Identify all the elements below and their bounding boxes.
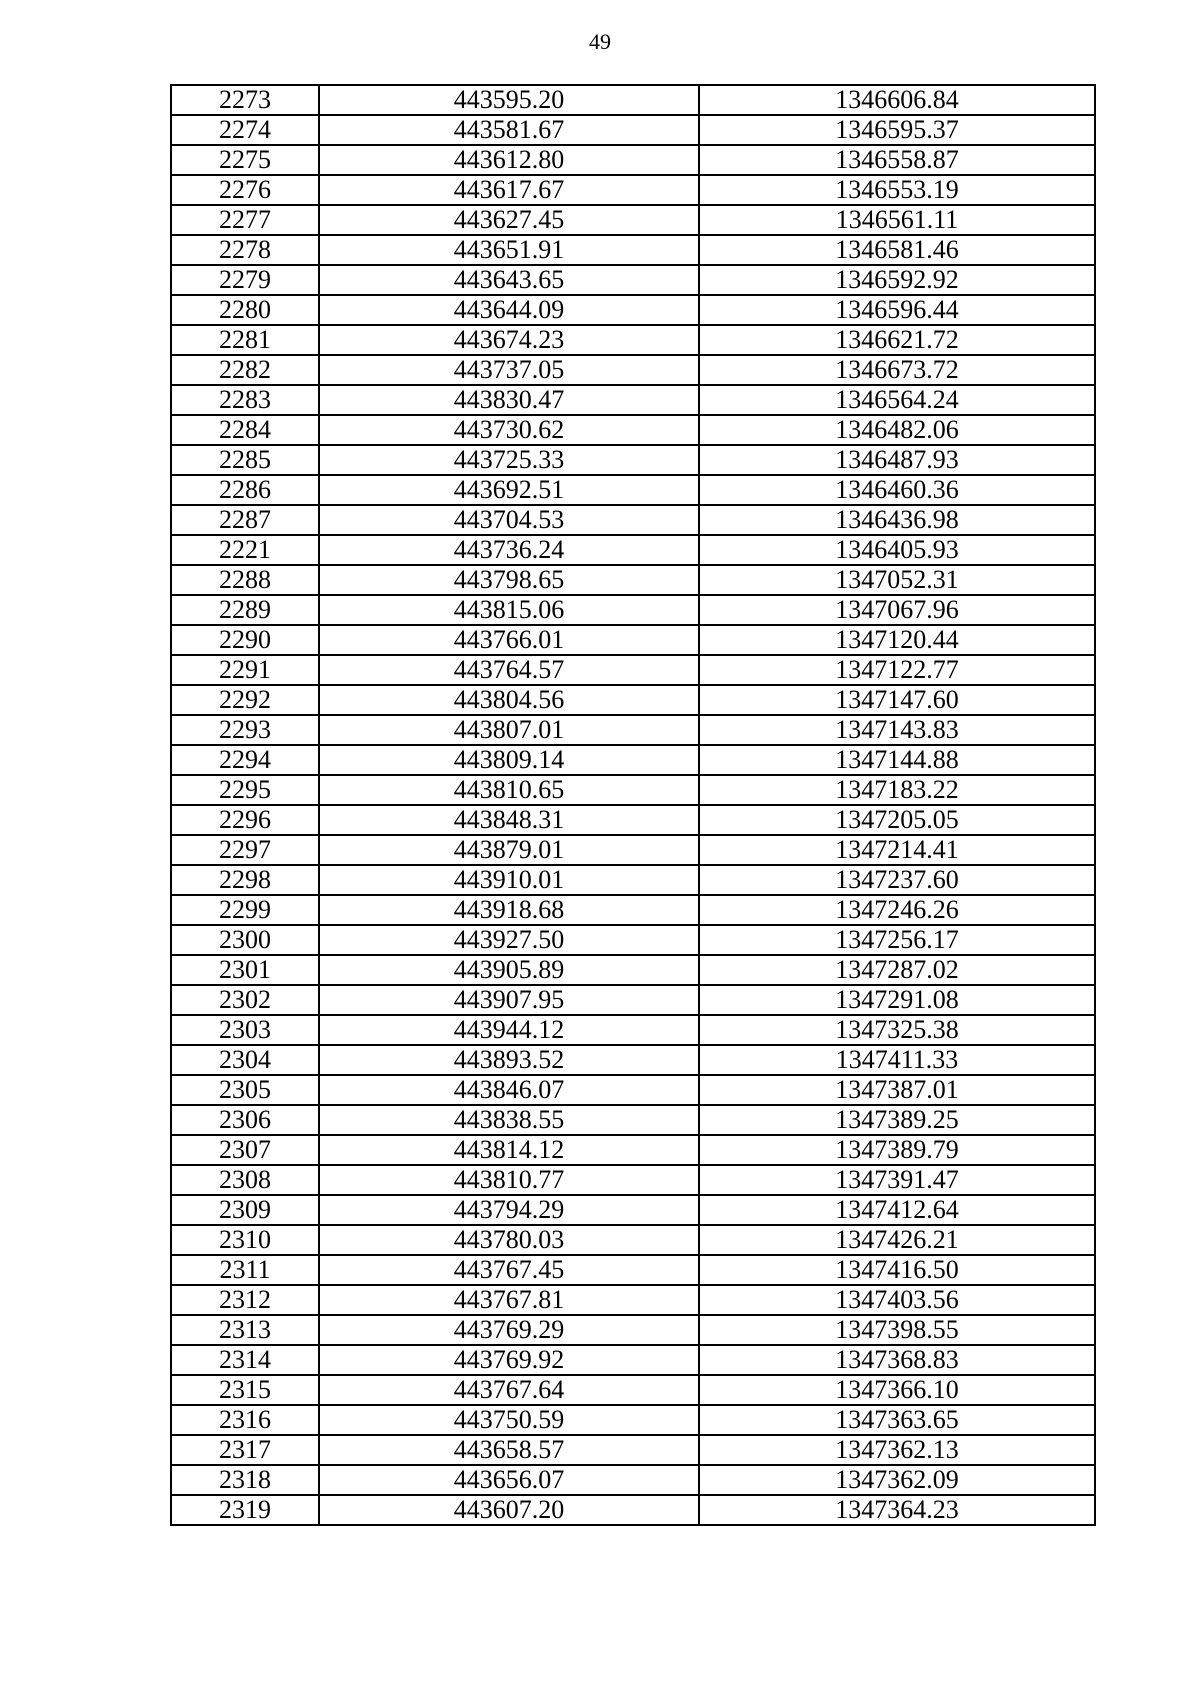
- x-coordinate-cell: 443907.95: [319, 985, 699, 1015]
- y-coordinate-cell: 1347325.38: [699, 1015, 1095, 1045]
- table-row: [171, 955, 1095, 985]
- point-number-cell: 2300: [171, 925, 319, 955]
- y-coordinate-cell: 1346436.98: [699, 505, 1095, 535]
- table-row: [171, 1225, 1095, 1255]
- table-row: [171, 1105, 1095, 1135]
- table-row: [171, 475, 1095, 505]
- point-number-cell: 2291: [171, 655, 319, 685]
- y-coordinate-cell: 1347389.25: [699, 1105, 1095, 1135]
- point-number-cell: 2294: [171, 745, 319, 775]
- y-coordinate-cell: 1346673.72: [699, 355, 1095, 385]
- table-row: [171, 565, 1095, 595]
- point-number-cell: 2221: [171, 535, 319, 565]
- x-coordinate-cell: 443769.29: [319, 1315, 699, 1345]
- table-row: [171, 265, 1095, 295]
- x-coordinate-cell: 443814.12: [319, 1135, 699, 1165]
- y-coordinate-cell: 1347403.56: [699, 1285, 1095, 1315]
- table-row: [171, 325, 1095, 355]
- x-coordinate-cell: 443656.07: [319, 1465, 699, 1495]
- y-coordinate-cell: 1346621.72: [699, 325, 1095, 355]
- y-coordinate-cell: 1347364.23: [699, 1495, 1095, 1525]
- table-row: [171, 865, 1095, 895]
- y-coordinate-cell: 1347391.47: [699, 1165, 1095, 1195]
- y-coordinate-cell: 1346595.37: [699, 115, 1095, 145]
- table-row: [171, 895, 1095, 925]
- point-number-cell: 2318: [171, 1465, 319, 1495]
- point-number-cell: 2274: [171, 115, 319, 145]
- table-row: [171, 1435, 1095, 1465]
- point-number-cell: 2310: [171, 1225, 319, 1255]
- y-coordinate-cell: 1346482.06: [699, 415, 1095, 445]
- x-coordinate-cell: 443658.57: [319, 1435, 699, 1465]
- x-coordinate-cell: 443804.56: [319, 685, 699, 715]
- table-row: [171, 1075, 1095, 1105]
- x-coordinate-cell: 443767.81: [319, 1285, 699, 1315]
- x-coordinate-cell: 443830.47: [319, 385, 699, 415]
- point-number-cell: 2297: [171, 835, 319, 865]
- y-coordinate-cell: 1347412.64: [699, 1195, 1095, 1225]
- point-number-cell: 2311: [171, 1255, 319, 1285]
- y-coordinate-cell: 1347246.26: [699, 895, 1095, 925]
- point-number-cell: 2295: [171, 775, 319, 805]
- x-coordinate-cell: 443607.20: [319, 1495, 699, 1525]
- y-coordinate-cell: 1347183.22: [699, 775, 1095, 805]
- y-coordinate-cell: 1347291.08: [699, 985, 1095, 1015]
- x-coordinate-cell: 443815.06: [319, 595, 699, 625]
- point-number-cell: 2277: [171, 205, 319, 235]
- x-coordinate-cell: 443692.51: [319, 475, 699, 505]
- x-coordinate-cell: 443617.67: [319, 175, 699, 205]
- table-row: [171, 1315, 1095, 1345]
- y-coordinate-cell: 1346581.46: [699, 235, 1095, 265]
- table-row: [171, 1045, 1095, 1075]
- y-coordinate-cell: 1347362.13: [699, 1435, 1095, 1465]
- point-number-cell: 2317: [171, 1435, 319, 1465]
- table-row: [171, 1465, 1095, 1495]
- x-coordinate-cell: 443674.23: [319, 325, 699, 355]
- table-row: [171, 985, 1095, 1015]
- coordinate-table-body: [171, 85, 1095, 1525]
- x-coordinate-cell: 443627.45: [319, 205, 699, 235]
- y-coordinate-cell: 1347287.02: [699, 955, 1095, 985]
- y-coordinate-cell: 1347362.09: [699, 1465, 1095, 1495]
- y-coordinate-cell: 1347052.31: [699, 565, 1095, 595]
- x-coordinate-cell: 443769.92: [319, 1345, 699, 1375]
- x-coordinate-cell: 443810.65: [319, 775, 699, 805]
- table-row: [171, 775, 1095, 805]
- y-coordinate-cell: 1346564.24: [699, 385, 1095, 415]
- y-coordinate-cell: 1347122.77: [699, 655, 1095, 685]
- point-number-cell: 2299: [171, 895, 319, 925]
- point-number-cell: 2289: [171, 595, 319, 625]
- table-row: [171, 295, 1095, 325]
- y-coordinate-cell: 1346592.92: [699, 265, 1095, 295]
- table-row: [171, 805, 1095, 835]
- y-coordinate-cell: 1347143.83: [699, 715, 1095, 745]
- y-coordinate-cell: 1346596.44: [699, 295, 1095, 325]
- table-row: [171, 175, 1095, 205]
- x-coordinate-cell: 443581.67: [319, 115, 699, 145]
- x-coordinate-cell: 443918.68: [319, 895, 699, 925]
- point-number-cell: 2304: [171, 1045, 319, 1075]
- x-coordinate-cell: 443767.45: [319, 1255, 699, 1285]
- point-number-cell: 2283: [171, 385, 319, 415]
- x-coordinate-cell: 443838.55: [319, 1105, 699, 1135]
- x-coordinate-cell: 443750.59: [319, 1405, 699, 1435]
- x-coordinate-cell: 443651.91: [319, 235, 699, 265]
- y-coordinate-cell: 1347426.21: [699, 1225, 1095, 1255]
- point-number-cell: 2306: [171, 1105, 319, 1135]
- x-coordinate-cell: 443612.80: [319, 145, 699, 175]
- point-number-cell: 2282: [171, 355, 319, 385]
- table-row: [171, 235, 1095, 265]
- coordinate-table: [170, 84, 1096, 1526]
- point-number-cell: 2292: [171, 685, 319, 715]
- table-row: [171, 1255, 1095, 1285]
- point-number-cell: 2290: [171, 625, 319, 655]
- point-number-cell: 2275: [171, 145, 319, 175]
- point-number-cell: 2314: [171, 1345, 319, 1375]
- table-row: [171, 745, 1095, 775]
- table-row: [171, 1345, 1095, 1375]
- y-coordinate-cell: 1347205.05: [699, 805, 1095, 835]
- point-number-cell: 2279: [171, 265, 319, 295]
- table-row: [171, 715, 1095, 745]
- table-row: [171, 355, 1095, 385]
- table-row: [171, 595, 1095, 625]
- y-coordinate-cell: 1347256.17: [699, 925, 1095, 955]
- x-coordinate-cell: 443809.14: [319, 745, 699, 775]
- x-coordinate-cell: 443595.20: [319, 85, 699, 115]
- x-coordinate-cell: 443737.05: [319, 355, 699, 385]
- point-number-cell: 2296: [171, 805, 319, 835]
- x-coordinate-cell: 443846.07: [319, 1075, 699, 1105]
- y-coordinate-cell: 1347366.10: [699, 1375, 1095, 1405]
- x-coordinate-cell: 443704.53: [319, 505, 699, 535]
- table-row: [171, 685, 1095, 715]
- x-coordinate-cell: 443905.89: [319, 955, 699, 985]
- table-row: [171, 85, 1095, 115]
- point-number-cell: 2288: [171, 565, 319, 595]
- x-coordinate-cell: 443879.01: [319, 835, 699, 865]
- y-coordinate-cell: 1347147.60: [699, 685, 1095, 715]
- table-row: [171, 1375, 1095, 1405]
- table-row: [171, 1135, 1095, 1165]
- y-coordinate-cell: 1347387.01: [699, 1075, 1095, 1105]
- x-coordinate-cell: 443736.24: [319, 535, 699, 565]
- table-row: [171, 535, 1095, 565]
- x-coordinate-cell: 443810.77: [319, 1165, 699, 1195]
- point-number-cell: 2298: [171, 865, 319, 895]
- y-coordinate-cell: 1346561.11: [699, 205, 1095, 235]
- point-number-cell: 2315: [171, 1375, 319, 1405]
- y-coordinate-cell: 1346487.93: [699, 445, 1095, 475]
- y-coordinate-cell: 1347144.88: [699, 745, 1095, 775]
- table-row: [171, 145, 1095, 175]
- table-row: [171, 1195, 1095, 1225]
- point-number-cell: 2276: [171, 175, 319, 205]
- x-coordinate-cell: 443927.50: [319, 925, 699, 955]
- table-row: [171, 1495, 1095, 1525]
- table-row: [171, 925, 1095, 955]
- x-coordinate-cell: 443848.31: [319, 805, 699, 835]
- point-number-cell: 2305: [171, 1075, 319, 1105]
- x-coordinate-cell: 443807.01: [319, 715, 699, 745]
- y-coordinate-cell: 1347398.55: [699, 1315, 1095, 1345]
- table-row: [171, 625, 1095, 655]
- point-number-cell: 2303: [171, 1015, 319, 1045]
- y-coordinate-cell: 1347237.60: [699, 865, 1095, 895]
- x-coordinate-cell: 443767.64: [319, 1375, 699, 1405]
- table-row: [171, 115, 1095, 145]
- point-number-cell: 2309: [171, 1195, 319, 1225]
- table-row: [171, 505, 1095, 535]
- x-coordinate-cell: 443725.33: [319, 445, 699, 475]
- table-row: [171, 1015, 1095, 1045]
- point-number-cell: 2293: [171, 715, 319, 745]
- y-coordinate-cell: 1347389.79: [699, 1135, 1095, 1165]
- y-coordinate-cell: 1346460.36: [699, 475, 1095, 505]
- point-number-cell: 2278: [171, 235, 319, 265]
- y-coordinate-cell: 1347368.83: [699, 1345, 1095, 1375]
- point-number-cell: 2273: [171, 85, 319, 115]
- y-coordinate-cell: 1347363.65: [699, 1405, 1095, 1435]
- point-number-cell: 2319: [171, 1495, 319, 1525]
- point-number-cell: 2312: [171, 1285, 319, 1315]
- y-coordinate-cell: 1347416.50: [699, 1255, 1095, 1285]
- x-coordinate-cell: 443944.12: [319, 1015, 699, 1045]
- x-coordinate-cell: 443644.09: [319, 295, 699, 325]
- point-number-cell: 2316: [171, 1405, 319, 1435]
- x-coordinate-cell: 443794.29: [319, 1195, 699, 1225]
- x-coordinate-cell: 443730.62: [319, 415, 699, 445]
- table-row: [171, 205, 1095, 235]
- table-row: [171, 445, 1095, 475]
- point-number-cell: 2281: [171, 325, 319, 355]
- point-number-cell: 2286: [171, 475, 319, 505]
- y-coordinate-cell: 1346405.93: [699, 535, 1095, 565]
- point-number-cell: 2284: [171, 415, 319, 445]
- x-coordinate-cell: 443780.03: [319, 1225, 699, 1255]
- x-coordinate-cell: 443766.01: [319, 625, 699, 655]
- table-row: [171, 415, 1095, 445]
- table-row: [171, 1285, 1095, 1315]
- page-number: 49: [589, 29, 611, 54]
- point-number-cell: 2287: [171, 505, 319, 535]
- table-row: [171, 385, 1095, 415]
- y-coordinate-cell: 1346558.87: [699, 145, 1095, 175]
- point-number-cell: 2307: [171, 1135, 319, 1165]
- point-number-cell: 2313: [171, 1315, 319, 1345]
- x-coordinate-cell: 443643.65: [319, 265, 699, 295]
- table-row: [171, 655, 1095, 685]
- point-number-cell: 2308: [171, 1165, 319, 1195]
- y-coordinate-cell: 1346553.19: [699, 175, 1095, 205]
- point-number-cell: 2280: [171, 295, 319, 325]
- point-number-cell: 2285: [171, 445, 319, 475]
- y-coordinate-cell: 1347067.96: [699, 595, 1095, 625]
- table-row: [171, 1165, 1095, 1195]
- y-coordinate-cell: 1347120.44: [699, 625, 1095, 655]
- x-coordinate-cell: 443764.57: [319, 655, 699, 685]
- y-coordinate-cell: 1347214.41: [699, 835, 1095, 865]
- table-row: [171, 1405, 1095, 1435]
- x-coordinate-cell: 443798.65: [319, 565, 699, 595]
- y-coordinate-cell: 1347411.33: [699, 1045, 1095, 1075]
- point-number-cell: 2302: [171, 985, 319, 1015]
- table-row: [171, 835, 1095, 865]
- x-coordinate-cell: 443910.01: [319, 865, 699, 895]
- x-coordinate-cell: 443893.52: [319, 1045, 699, 1075]
- point-number-cell: 2301: [171, 955, 319, 985]
- y-coordinate-cell: 1346606.84: [699, 85, 1095, 115]
